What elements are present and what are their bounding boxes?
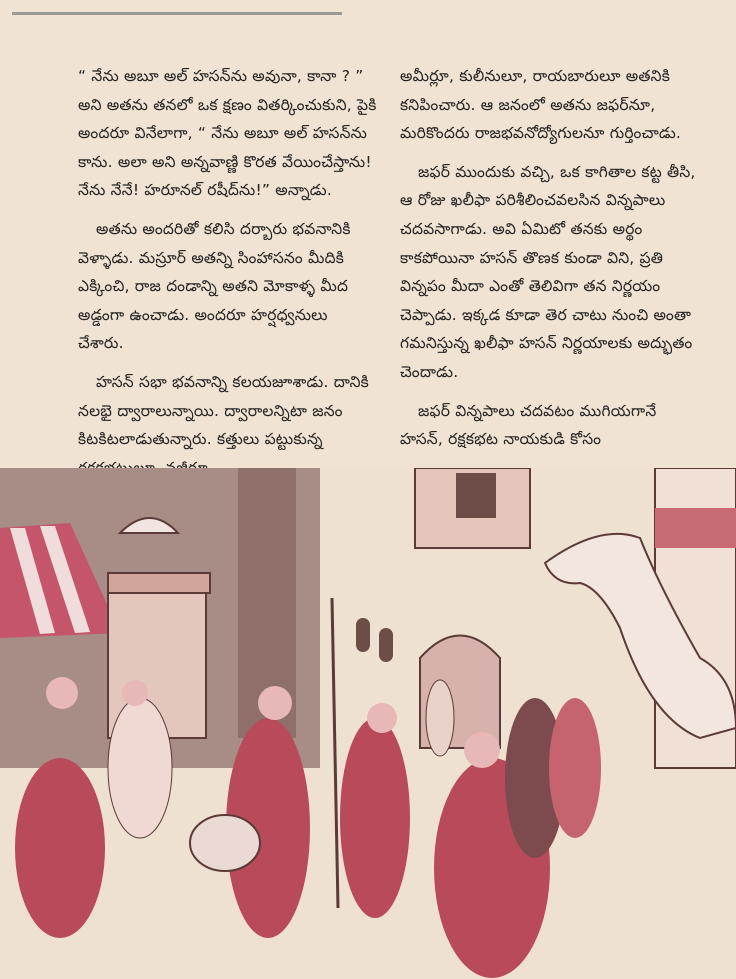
guard	[340, 718, 410, 918]
left-column	[78, 62, 378, 462]
paragraph: జఫర్ ముందుకు వచ్చి, ఒక కాగితాల కట్ట తీసి, ఆ రోజు ఖలీఫా పరిశీలించవలసిన విన్నపాలు చదవసాగాడు. అవి ఏమిటో తనకు అర్థం కాకపోయినా హసన్ తొణక కుండా విని, ప్రతి విన్నపం మీదా ఎంతో తెలివిగా తన నిర్ణయం చెప్పాడు. ఇక్కడ కూడా తెర చాటు నుంచి అంతా గమనిస్తున్న ఖలీఫా హసన్ నిర్ణయాలకు అద్భుతం చెందాడు.	[400, 162, 696, 381]
paragraph: జఫర్ విన్నపాలు చదవటం ముగియగానే హసన్, రక్షకభట నాయకుడి కోసం	[400, 401, 657, 449]
top-rule	[12, 12, 342, 15]
procession-illustration	[0, 468, 736, 979]
paragraph: అమీర్లూ, కులీనులూ, రాయబారులూ అతనికి కనిపించారు. ఆ జనంలో అతను జఫర్‌నూ, మరికొందరు రాజభవనోద్యోగులనూ గుర్తించాడు.	[400, 67, 682, 143]
paragraph: అతను అందరితో కలిసి దర్బారు భవనానికి వెళ్ళాడు. మస్రూర్ అతన్ని సింహాసనం మీదికి ఎక్కించి, రాజ దండాన్ని అతని మోకాళ్ళ మీద అడ్డంగా ఉంచాడు. అందరూ హర్షధ్వనులు చేశారు.	[78, 219, 351, 353]
story-text	[80, 62, 720, 462]
person	[426, 680, 454, 756]
person	[15, 758, 105, 938]
paragraph: హసన్ సభా భవనాన్ని కలయజూశాడు. దానికి నలభై ద్వారాలున్నాయి. ద్వారాలన్నిటా జనం కిటకిటలాడుతున్నారు. కత్తులు పట్టుకున్న	[78, 372, 369, 449]
person	[108, 698, 172, 838]
drum	[190, 815, 260, 871]
paragraph: “ నేను అబూ అల్ హసన్‌ను అవునా, కానా ? ” అని అతను తనలో ఒక క్షణం వితర్కించుకుని, పైకి అందరూ వినేలాగా, “ నేను అబూ అల్ హసన్‌ను కాను. అలా అని అన్నవాణ్ణి కొరత వేయించేస్తాను! నేను నేనే! హరూనల్ రషీద్‌ను!” అన్నాడు.	[78, 67, 377, 200]
procession-illustration-art	[0, 468, 736, 979]
right-column	[400, 62, 700, 462]
person	[549, 698, 601, 838]
